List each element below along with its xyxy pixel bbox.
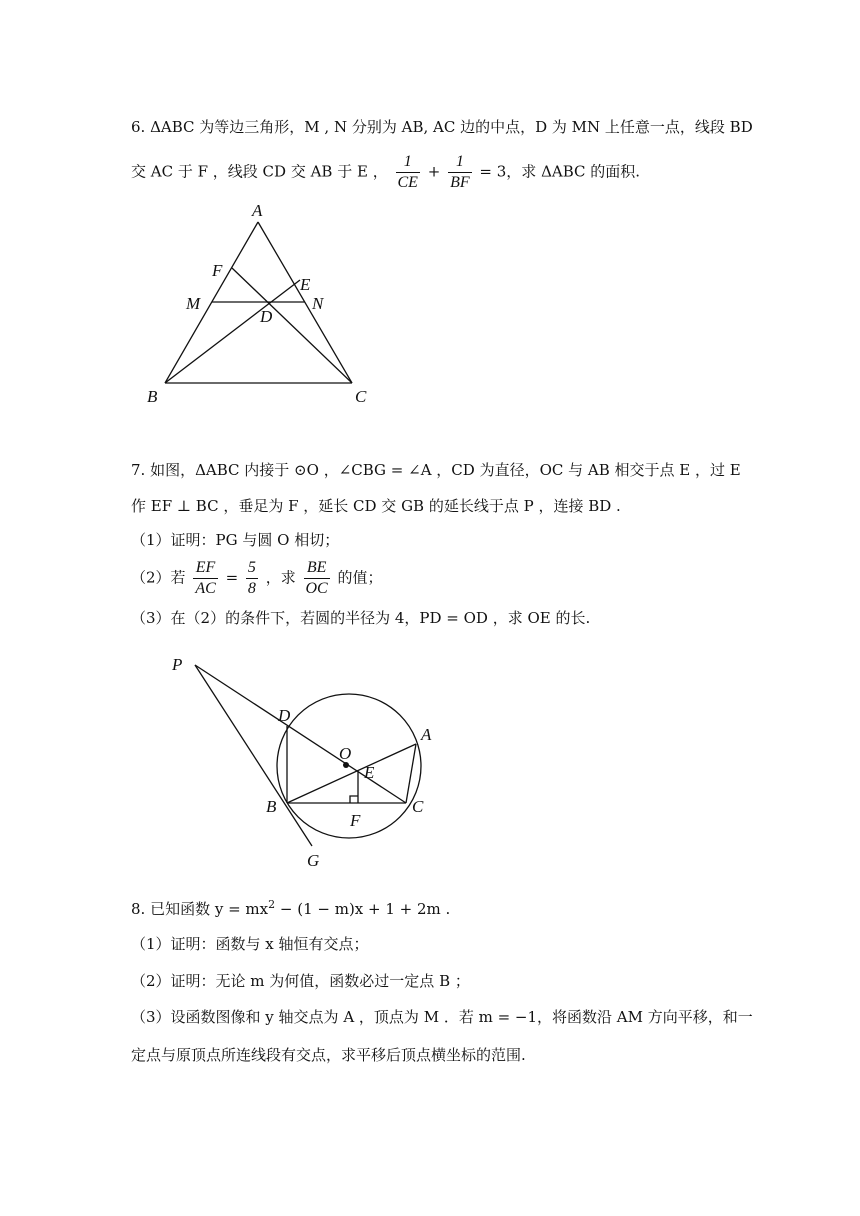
q6-label-d: D <box>260 307 273 326</box>
q8-line1 <box>131 898 450 918</box>
q7-frac1-numerator: EF <box>193 558 217 579</box>
q8-part2: （2）证明：无论 m 为何值，函数必过一定点 B ； <box>131 972 470 990</box>
q6-line1: 6. ΔABC 为等边三角形，M , N 分别为 AB, AC 边的中点，D 为 MN 上任意一点，线段 BD <box>131 118 753 136</box>
q7-line-pc <box>195 665 406 803</box>
q8-part1: （1）证明：函数与 x 轴恒有交点； <box>131 935 369 953</box>
q6-label-n: N <box>312 294 324 313</box>
q7-label-f: F <box>350 811 361 830</box>
q7-frac2-numerator: 5 <box>246 558 258 579</box>
q8-line1-pre: 8. 已知函数 y = mx <box>131 900 269 918</box>
q8-line1-post: − (1 − m)x + 1 + 2m . <box>275 900 451 918</box>
q7-part1: （1）证明：PG 与圆 O 相切； <box>131 531 340 549</box>
q6-line2-pre: 交 AC 于 F ，线段 CD 交 AB 于 E ， <box>131 162 388 181</box>
q6-frac2-numerator: 1 <box>448 152 472 173</box>
q6-label-b: B <box>147 387 158 406</box>
q7-part2-post: 的值； <box>337 568 383 587</box>
q7-frac2-denominator: 8 <box>247 580 256 597</box>
q7-part2-pre: （2）若 <box>131 568 186 587</box>
q7-label-a: A <box>421 725 432 744</box>
q7-frac3-denominator: OC <box>305 580 328 597</box>
q6-label-e: E <box>300 275 311 294</box>
q7-line1: 7. 如图，ΔABC 内接于 ⊙O ，∠CBG = ∠A ，CD 为直径，OC 与 AB 相交于点 E ，过 E <box>131 461 741 479</box>
q7-label-d: D <box>278 706 291 725</box>
q7-right-angle-mark <box>350 796 358 803</box>
q7-frac1-denominator: AC <box>195 580 216 597</box>
q6-line2-post: = 3，求 ΔABC 的面积. <box>479 162 641 181</box>
q7-segment-ba <box>287 744 416 803</box>
q7-frac3-numerator: BE <box>304 558 330 579</box>
q8-part3: （3）设函数图像和 y 轴交点为 A ，顶点为 M ．若 m = −1，将函数沿 AM 方向平移，和一 <box>131 1008 753 1026</box>
q7-segment-ac <box>406 744 416 803</box>
q7-label-e: E <box>364 763 375 782</box>
q6-label-c: C <box>355 387 367 406</box>
q6-label-m: M <box>186 294 201 313</box>
q6-frac1-denominator: CE <box>397 174 418 191</box>
q7-line-pg <box>195 665 312 846</box>
q7-part3: （3）在（2）的条件下，若圆的半径为 4，PD = OD ，求 OE 的长. <box>131 609 591 627</box>
q6-label-f: F <box>212 261 223 280</box>
q6-frac2-denominator: BF <box>450 174 470 191</box>
q7-label-p: P <box>172 655 183 674</box>
q8-part3-cont: 定点与原顶点所连线段有交点，求平移后顶点横坐标的范围. <box>131 1046 526 1064</box>
q8-exponent: 2 <box>268 898 276 911</box>
q7-equals: = <box>225 568 239 587</box>
q7-label-g: G <box>307 851 320 870</box>
q7-label-o: O <box>339 744 352 763</box>
q6-label-a: A <box>252 201 263 220</box>
q7-label-c: C <box>412 797 424 816</box>
q7-part2-mid: ，求 <box>265 568 296 587</box>
q7-label-b: B <box>266 797 277 816</box>
q6-frac1-numerator: 1 <box>396 152 420 173</box>
q6-plus: + <box>427 162 441 181</box>
q7-line2: 作 EF ⊥ BC ，垂足为 F ，延长 CD 交 GB 的延长线于点 P ，连接 BD . <box>131 497 621 515</box>
